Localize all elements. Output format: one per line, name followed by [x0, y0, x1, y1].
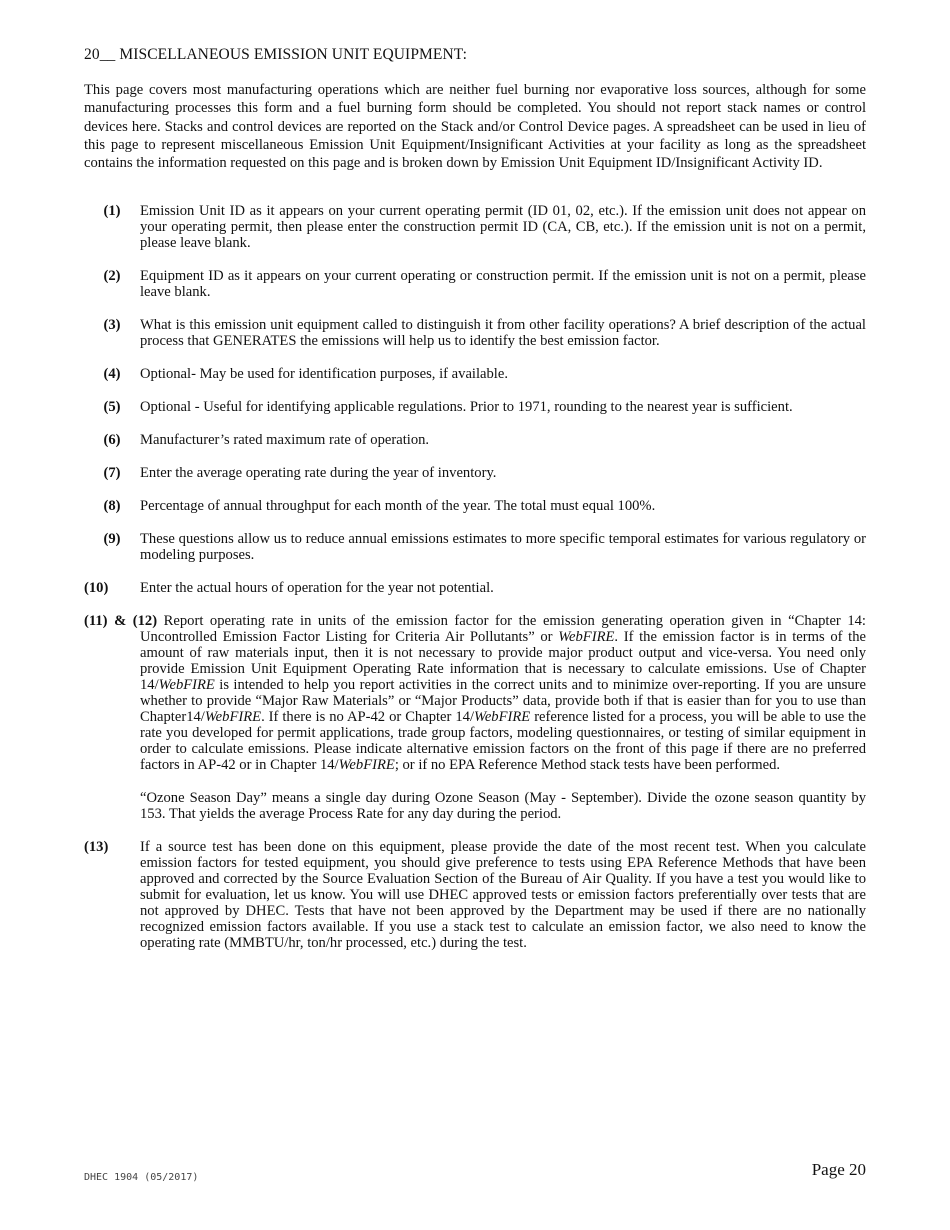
item-number: (2) — [103, 268, 121, 284]
list-item — [84, 268, 866, 300]
list-item — [84, 366, 866, 382]
list-item — [84, 203, 866, 251]
item-number: (4) — [103, 366, 121, 382]
page-number: Page 20 — [811, 1160, 866, 1179]
item-number: (7) — [103, 465, 121, 481]
list-item — [84, 399, 866, 415]
list-item — [84, 580, 866, 596]
item-text: Percentage of annual throughput for each month of the year. The total must equal 100%. — [140, 498, 656, 514]
item-text: These questions allow us to reduce annual emissions estimates to more specific temporal estimates for various regulatory or modeling purposes. — [140, 531, 866, 563]
item-text: Manufacturer’s rated maximum rate of operation. — [140, 432, 430, 448]
item-number: (6) — [103, 432, 121, 448]
item-number: (13) — [84, 839, 109, 855]
item-number: (1) — [103, 203, 121, 219]
intro-paragraph: This page covers most manufacturing operations which are neither fuel burning nor evaporative loss sources, although for some manufacturing processes this form and a fuel burning form should be completed. You should not report stack names or control devices here. Stacks and control devices are reported on the Stack and/or Control Device pages. A spreadsheet can be used in lieu of this page to represent miscellaneous Emission Unit Equipment/Insignificant Activities at your facility as long as the spreadsheet contains the information requested on this page and is broken down by Emission Unit Equipment ID/Insignificant Activity ID. — [84, 82, 866, 172]
list-item-11-12 — [84, 613, 866, 773]
item-number: (11) & (12) — [84, 613, 158, 629]
list-item — [84, 317, 866, 349]
item-text: If a source test has been done on this equipment, please provide the date of the most recent test. When you calculate emission factors for tested equipment, you should give preference to tests using EPA Reference Methods that have been approved and corrected by the Source Evaluation Section of the Bureau of Air Quality. If you have a test you would like to submit for evaluation, let us know. You will use DHEC approved tests or emission factors preferentially over tests that are not approved by DHEC. Tests that have not been approved by the Department may be used if there are no nationally recognized emission factors available. If you use a stack test to calculate an emission factor, we also need to know the operating rate (MMBTU/hr, ton/hr processed, etc.) during the test. — [140, 839, 866, 951]
item-number: (10) — [84, 580, 109, 596]
instruction-list — [84, 203, 866, 968]
page-title: 20__ MISCELLANEOUS EMISSION UNIT EQUIPMENT: — [84, 46, 467, 63]
list-item — [84, 531, 866, 563]
item-number: (5) — [103, 399, 121, 415]
item-number: (3) — [103, 317, 121, 333]
item-text: Emission Unit ID as it appears on your current operating permit (ID 01, 02, etc.). If the emission unit does not appear on your operating permit, then please enter the construction permit ID (CA, CB, etc.). If the emission unit is not on a permit, please leave blank. — [140, 203, 866, 251]
item-text: (11) & (12) Report operating rate in units of the emission factor for the emission generating operation given in “Chapter 14: Uncontrolled Emission Factor Listing for Criteria Air Pollutants” or WebFIRE. If the emission factor is in terms of the amount of raw materials input, then it is not necessary to provide major product output and vice-versa. You need only provide Emission Unit Equipment Operating Rate information that is necessary to calculate emissions. Use of Chapter 14/WebFIRE is intended to help you report activities in the correct units and to minimize over-reporting. If you are unsure whether to provide “Major Raw Materials” or “Major Products” data, provide both if that is easier than for you to use than Chapter14/WebFIRE. If there is no AP-42 or Chapter 14/WebFIRE reference listed for a process, you will be able to use the rate you developed for permit applications, trade group factors, modeling questionnaires, or testing of similar equipment in order to calculate emissions. Please indicate alternative emission factors on the front of this page if there are no preferred factors in AP-42 or in Chapter 14/WebFIRE; or if no EPA Reference Method stack tests have been performed. — [84, 613, 866, 773]
item-text: What is this emission unit equipment called to distinguish it from other facility operations? A brief description of the actual process that GENERATES the emissions will help us to identify the best emission factor. — [140, 317, 866, 349]
ozone-season-note: “Ozone Season Day” means a single day during Ozone Season (May - September). Divide the ozone season quantity by 153. That yields the average Process Rate for any day during the period. — [140, 790, 866, 822]
form-id: DHEC 1904 (05/2017) — [84, 1172, 199, 1183]
list-item — [84, 432, 866, 448]
item-number: (8) — [103, 498, 121, 514]
item-number: (9) — [103, 531, 121, 547]
item-text: Enter the average operating rate during the year of inventory. — [140, 465, 497, 481]
item-text: Enter the actual hours of operation for the year not potential. — [140, 580, 494, 596]
list-item — [84, 465, 866, 481]
item-text: Equipment ID as it appears on your current operating or construction permit. If the emission unit is not on a permit, please leave blank. — [140, 268, 866, 300]
item-text: Optional- May be used for identification purposes, if available. — [140, 366, 508, 382]
item-text: Optional - Useful for identifying applicable regulations. Prior to 1971, rounding to the nearest year is sufficient. — [140, 399, 793, 415]
list-item — [84, 498, 866, 514]
list-item — [84, 839, 866, 951]
